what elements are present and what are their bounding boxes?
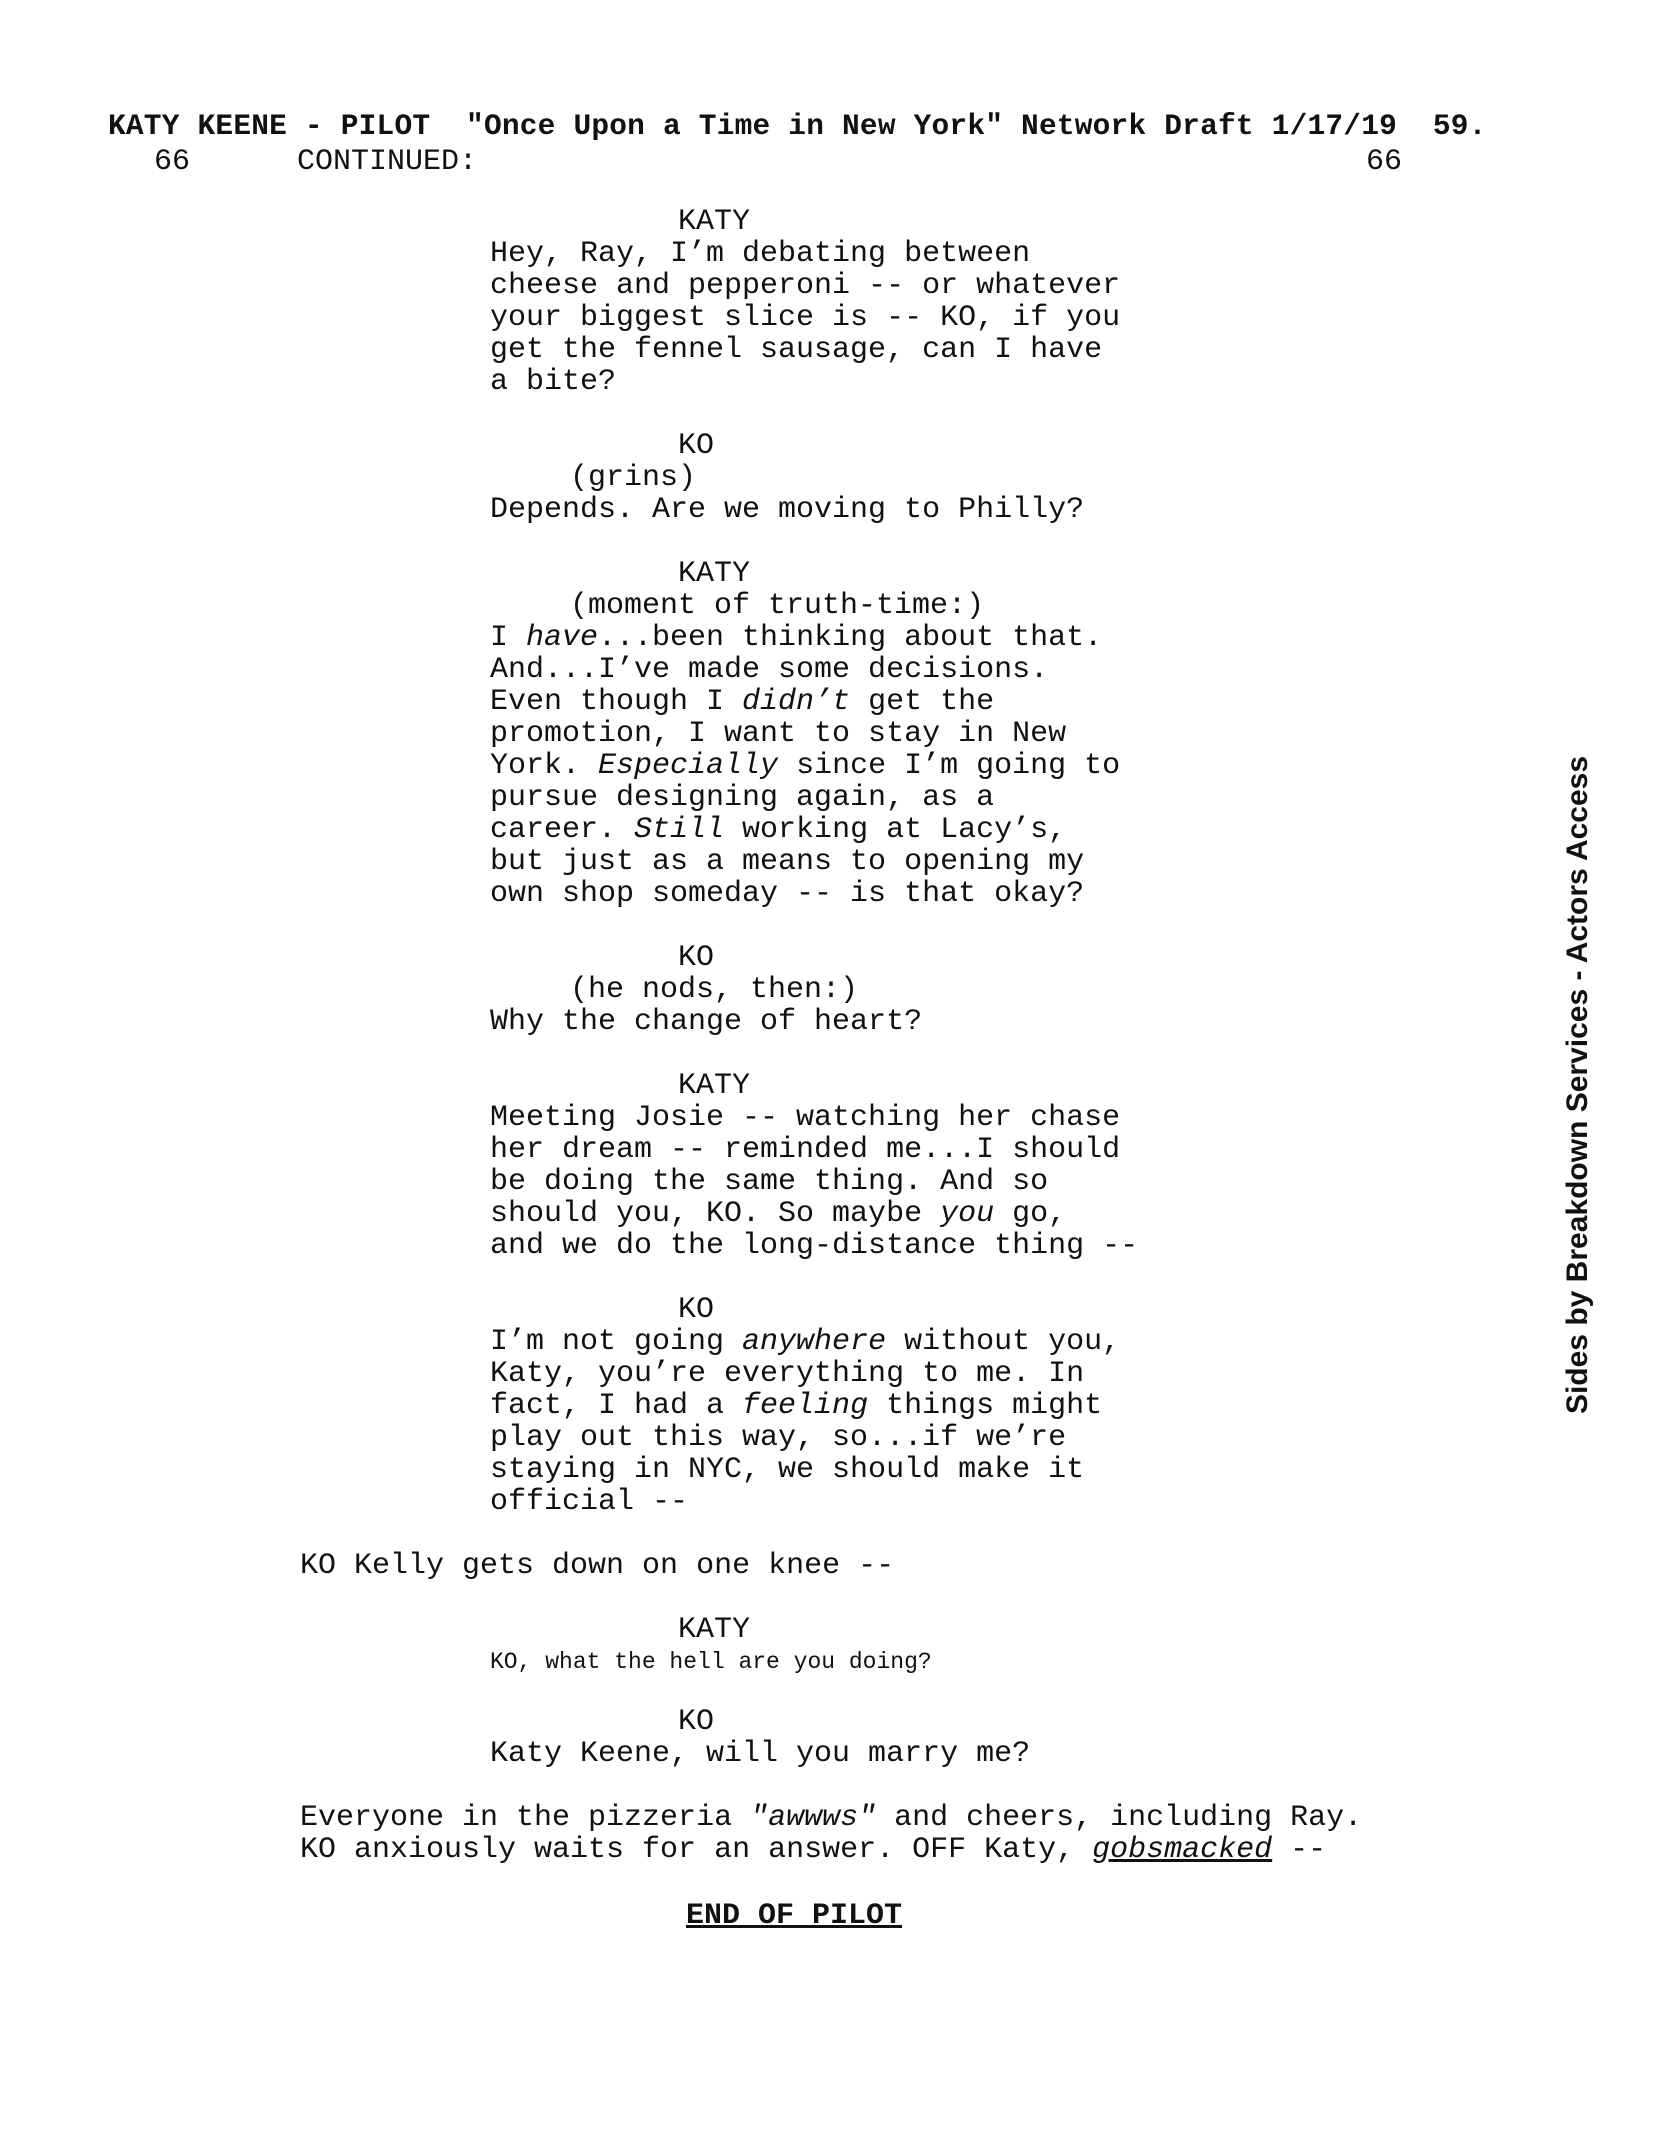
dialogue-line: KO, what the hell are you doing?: [490, 1649, 932, 1675]
parenthetical: (moment of truth-time:): [570, 589, 985, 623]
character-name: KATY: [678, 1613, 751, 1647]
dialogue-line: her dream -- reminded me...I should: [490, 1133, 1121, 1167]
character-name: KATY: [678, 205, 751, 239]
character-name: KO: [678, 941, 715, 975]
dialogue-line: Katy, you’re everything to me. In: [490, 1357, 1085, 1391]
dialogue-line: pursue designing again, as a: [490, 781, 995, 815]
end-of-pilot: END OF PILOT: [686, 1899, 903, 1933]
action-line: KO Kelly gets down on one knee --: [300, 1549, 895, 1583]
dialogue-line: And...I’ve made some decisions.: [490, 653, 1049, 687]
parenthetical: (grins): [570, 461, 697, 495]
dialogue-line: Hey, Ray, I’m debating between: [490, 237, 1031, 271]
dialogue-line: official --: [490, 1485, 689, 1519]
dialogue-line: York. Especially since I’m going to: [490, 749, 1121, 783]
character-name: KATY: [678, 557, 751, 591]
dialogue-line: Katy Keene, will you marry me?: [490, 1737, 1031, 1771]
character-name: KATY: [678, 1069, 751, 1103]
dialogue-line: own shop someday -- is that okay?: [490, 877, 1085, 911]
dialogue-line: staying in NYC, we should make it: [490, 1453, 1085, 1487]
dialogue-line: and we do the long-distance thing --: [490, 1229, 1139, 1263]
dialogue-line: Even though I didn’t get the: [490, 685, 995, 719]
dialogue-line: promotion, I want to stay in New: [490, 717, 1067, 751]
parenthetical: (he nods, then:): [570, 973, 859, 1007]
dialogue-line: I’m not going anywhere without you,: [490, 1325, 1121, 1359]
dialogue-line: should you, KO. So maybe you go,: [490, 1197, 1067, 1231]
dialogue-line: play out this way, so...if we’re: [490, 1421, 1067, 1455]
dialogue-line: your biggest slice is -- KO, if you: [490, 301, 1121, 335]
dialogue-line: get the fennel sausage, can I have: [490, 333, 1103, 367]
character-name: KO: [678, 1705, 715, 1739]
character-name: KO: [678, 1293, 715, 1327]
dialogue-line: a bite?: [490, 365, 617, 399]
dialogue-line: career. Still working at Lacy’s,: [490, 813, 1067, 847]
dialogue-line: Depends. Are we moving to Philly?: [490, 493, 1085, 527]
scene-number-right: 66: [1366, 145, 1403, 179]
page-header: KATY KEENE - PILOT "Once Upon a Time in New York" Network Draft 1/17/19 59.: [108, 109, 1487, 143]
dialogue-line: be doing the same thing. And so: [490, 1165, 1049, 1199]
dialogue-line: Meeting Josie -- watching her chase: [490, 1101, 1121, 1135]
dialogue-line: I have...been thinking about that.: [490, 621, 1103, 655]
character-name: KO: [678, 429, 715, 463]
watermark: Sides by Breakdown Services - Actors Access: [1561, 755, 1594, 1415]
dialogue-line: but just as a means to opening my: [490, 845, 1085, 879]
action-line: Everyone in the pizzeria "awwws" and cheers, including Ray.: [300, 1801, 1363, 1835]
action-line: KO anxiously waits for an answer. OFF Katy, gobsmacked --: [300, 1833, 1327, 1867]
scene-number-left: 66: [154, 145, 191, 179]
dialogue-line: Why the change of heart?: [490, 1005, 923, 1039]
dialogue-line: fact, I had a feeling things might: [490, 1389, 1103, 1423]
continued-label: CONTINUED:: [297, 145, 478, 179]
dialogue-line: cheese and pepperoni -- or whatever: [490, 269, 1121, 303]
